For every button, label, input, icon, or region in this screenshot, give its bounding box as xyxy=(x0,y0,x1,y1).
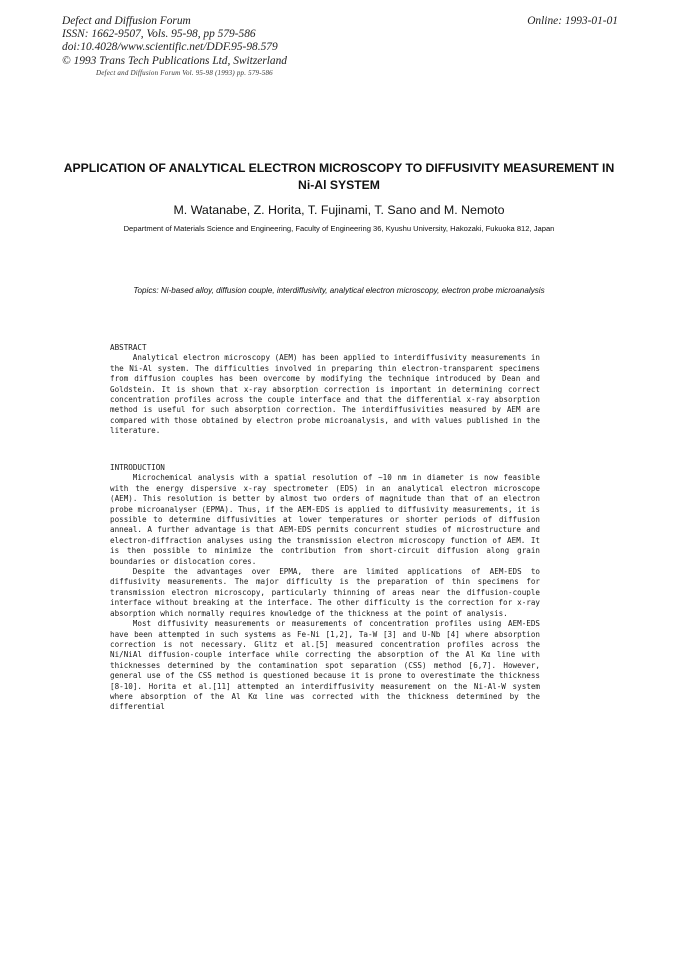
paper-title: APPLICATION OF ANALYTICAL ELECTRON MICROSCOPY TO DIFFUSIVITY MEASUREMENT IN Ni-Al SYSTEM xyxy=(63,161,615,192)
introduction-paragraph-3: Most diffusivity measurements or measurements of concentration profiles using AEM-EDS have been attempted in such systems as Fe-Ni [1,2], Ta-W [3] and U-Nb [4] where absorption correction is not necessary. Glitz et al.[5] measured concentration profiles across the Ni/NiAl diffusion-couple interface while correcting the absorption of the Al Kα line with thicknesses determined by the contamination spot separation (CSS) method [6,7]. However, general use of the CSS method is questioned because it is prone to overestimate the thickness [8-10]. Horita et al.[11] attempted an interdiffusivity measurement on the Ni-Al-W system where absorption of the Al Kα line was corrected with the thickness determined by the differential xyxy=(110,619,540,712)
doi-line: doi:10.4028/www.scientific.net/DDF.95-98.579 xyxy=(62,41,278,54)
abstract-text: Analytical electron microscopy (AEM) has been applied to interdiffusivity measurements in the Ni-Al system. The difficulties involved in preparing thin electron-transparent specimens from diffusion couples has been overcome by modifying the technique introduced by Dean and Goldstein. It is shown that x-ray absorption correction is important in determining correct concentration profiles across the couple interface and that the differential x-ray absorption method is useful for such absorption correction. The interdiffusivities measured by AEM are compared with those obtained by electron probe microanalysis, and with values published in the literature. xyxy=(110,353,540,436)
journal-info xyxy=(62,15,287,68)
abstract-section xyxy=(110,343,540,437)
introduction-paragraph-1: Microchemical analysis with a spatial resolution of ~10 nm in diameter is now feasible with the energy dispersive x-ray spectrometer (EDS) in an analytical electron microscope (AEM). This resolution is better by almost two orders of magnitude than that of an electron probe microanalyser (EPMA). Thus, if the AEM-EDS is applied to diffusivity measurements, it is possible to determine diffusivities at lower temperatures or shorter periods of diffusion anneal. A further advantage is that AEM-EDS permits concurrent studies of microstructure and electron-diffraction analyses using the transmission electron microscopy function of AEM. It is then possible to minimize the contribution from short-circuit diffusion along grain boundaries or dislocation cores. xyxy=(110,473,540,566)
abstract-heading: ABSTRACT xyxy=(110,343,147,352)
online-date: Online: 1993-01-01 xyxy=(527,15,618,27)
introduction-heading: INTRODUCTION xyxy=(110,463,165,472)
paper-affiliation: Department of Materials Science and Engineering, Faculty of Engineering 36, Kyushu University, Hakozaki, Fukuoka 812, Japan xyxy=(123,224,555,233)
introduction-section xyxy=(110,463,540,713)
copyright-line: © 1993 Trans Tech Publications Ltd, Switzerland xyxy=(62,54,287,67)
introduction-paragraph-2: Despite the advantages over EPMA, there are limited applications of AEM-EDS to diffusivity measurements. The major difficulty is the preparation of thin specimens for transmission electron microscopy, particularly thinning of areas near the diffusion-couple interface without breaking at the interface. The other difficulty is the correction for x-ray absorption which normally requires knowledge of the thickness at the point of analysis. xyxy=(110,567,540,618)
journal-name: Defect and Diffusion Forum xyxy=(62,15,191,27)
running-head: Defect and Diffusion Forum Vol. 95-98 (1993) pp. 579-586 xyxy=(96,69,273,77)
paper-topics: Topics: Ni-based alloy, diffusion couple, interdiffusivity, analytical electron microscopy, electron probe microanalysis xyxy=(133,286,545,295)
issn-line: ISSN: 1662-9507, Vols. 95-98, pp 579-586 xyxy=(62,28,256,41)
paper-authors: M. Watanabe, Z. Horita, T. Fujinami, T. Sano and M. Nemoto xyxy=(173,203,505,217)
